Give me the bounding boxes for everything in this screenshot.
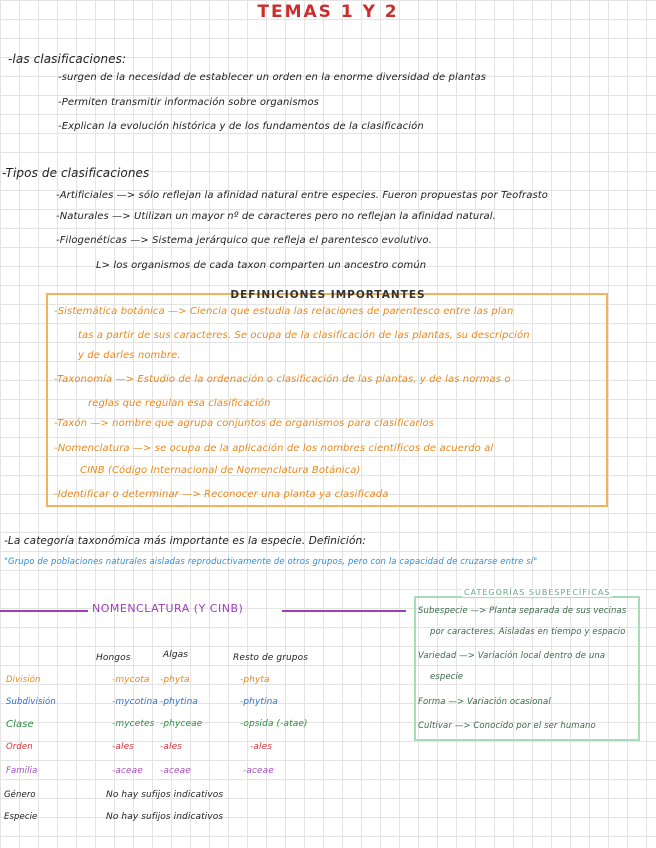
subspecific-box [414,596,640,741]
table-cell: -ales [160,742,182,752]
table-cell: -aceae [112,766,143,776]
definition-line: reglas que regulan esa clasificación [88,398,271,409]
heading-clasificaciones: -las clasificaciones: [8,52,127,66]
table-note: No hay sufijos indicativos [106,790,224,800]
subspecific-title: CATEGORÍAS SUBESPECÍFICAS [464,588,611,597]
list-item: -surgen de la necesidad de establecer un orden en la enorme diversidad de plantas [58,72,487,83]
definition-line: -Sistemática botánica —> Ciencia que estudia las relaciones de parentesco entre las plan [54,306,514,317]
divider [0,610,88,612]
table-cell: -mycetes [112,719,155,729]
column-header: Hongos [96,653,131,663]
table-cell: -phyta [240,675,270,685]
table-cell: -opsida (-atae) [240,719,308,729]
list-item: -Filogenéticas —> Sistema jerárquico que refleja el parentesco evolutivo. [56,235,432,246]
table-note: No hay sufijos indicativos [106,812,224,822]
list-item: -Naturales —> Utilizan un mayor nº de caracteres pero no reflejan la afinidad natural. [56,211,496,222]
table-cell: -mycotina [112,697,158,707]
table-cell: -mycota [112,675,150,685]
heading-categoria: -La categoría taxonómica más importante es la especie. Definición: [4,535,366,547]
row-label: Clase [6,719,34,730]
definition-line: y de darles nombre. [78,350,181,361]
table-cell: -phyta [160,675,190,685]
table-cell: -ales [112,742,134,752]
row-label: Subdivisión [6,697,56,707]
column-header: Resto de grupos [233,653,309,663]
row-label: Familia [6,766,38,776]
definition-line: -Nomenclatura —> se ocupa de la aplicación de los nombres científicos de acuerdo al [54,443,494,454]
table-cell: -aceae [160,766,191,776]
subspecific-line: Subespecie —> Planta separada de sus vecinas [418,606,627,616]
definition-line: -Identificar o determinar —> Reconocer una planta ya clasificada [54,489,389,500]
column-header: Algas [163,650,189,660]
list-item: -Artificiales —> sólo reflejan la afinidad natural entre especies. Fueron propuestas por Teofrasto [56,190,548,201]
table-cell: -ales [250,742,272,752]
row-label: División [6,675,41,685]
divider [282,610,406,612]
definition-line: -Taxonomía —> Estudio de la ordenación o clasificación de las plantas, y de las normas o [54,374,511,385]
list-item: -Permiten transmitir información sobre organismos [58,97,319,108]
table-cell: -phyceae [160,719,203,729]
table-cell: -phytina [160,697,199,707]
subspecific-line: por caracteres. Aisladas en tiempo y espacio [430,627,626,637]
definition-line: -Taxón —> nombre que agrupa conjuntos de organismos para clasificarlos [54,418,434,429]
page-title: TEMAS 1 Y 2 [257,2,399,22]
subspecific-line: especie [430,672,464,682]
subspecific-line: Cultivar —> Conocido por el ser humano [418,721,596,731]
species-definition: "Grupo de poblaciones naturales aisladas reproductivamente de otros grupos, pero con la capacidad de cruzarse entre sí" [4,557,538,567]
subspecific-line: Variedad —> Variación local dentro de una [418,651,606,661]
row-label: Género [4,790,36,800]
definition-line: CINB (Código Internacional de Nomenclatura Botánica) [80,465,361,476]
row-label: Orden [6,742,33,752]
table-cell: -aceae [243,766,274,776]
subspecific-line: Forma —> Variación ocasional [418,697,551,707]
definitions-title: DEFINICIONES IMPORTANTES [230,289,426,301]
row-label: Especie [4,812,38,822]
nomenclature-title: NOMENCLATURA (Y CINB) [92,602,244,615]
list-item: L> los organismos de cada taxon comparten un ancestro común [96,260,427,271]
table-cell: -phytina [240,697,279,707]
list-item: -Explican la evolución histórica y de los fundamentos de la clasificación [58,121,424,132]
heading-tipos: -Tipos de clasificaciones [2,166,150,180]
definition-line: tas a partir de sus caracteres. Se ocupa de la clasificación de las plantas, su descripción [78,330,530,341]
